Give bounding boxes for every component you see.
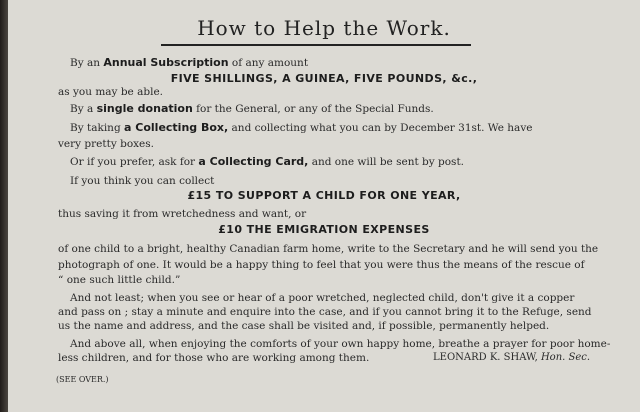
emigration-heading: £10 THE EMIGRATION EXPENSES (218, 223, 430, 236)
signature: LEONARD K. SHAW, Hon. Sec. (433, 352, 591, 363)
text-line-6: very pretty boxes. (58, 138, 155, 150)
text-line-5: By taking a Collecting Box, and collecting what you can by December 31st. We have (70, 121, 533, 134)
see-over-note: (SEE OVER.) (56, 375, 109, 384)
text-line-1: By an Annual Subscription of any amount (70, 56, 309, 69)
text-line-4: By a single donation for the General, or any of the Special Funds. (70, 102, 434, 115)
text-line-14: “ one such little child.” (58, 274, 181, 286)
text-line-18: And above all, when enjoying the comforts of your own happy home, breathe a prayer for poor home- (70, 338, 611, 350)
text-line-19: less children, and for those who are working among them. (58, 352, 370, 364)
document-page (8, 0, 640, 412)
book-binding (0, 0, 8, 412)
text-line-15: And not least; when you see or hear of a poor wretched, neglected child, don't give it a copper (70, 292, 575, 304)
text-line-8: If you think you can collect (70, 175, 215, 187)
page-title: How to Help the Work. (197, 16, 451, 40)
text-line-16: and pass on ; stay a minute and enquire into the case, and if you cannot bring it to the Refuge, send (58, 306, 592, 318)
title-underline (161, 44, 471, 46)
text-line-13: photograph of one. It would be a happy thing to feel that you were thus the means of the rescue of (58, 259, 585, 271)
text-line-12: of one child to a bright, healthy Canadian farm home, write to the Secretary and he will send you the (58, 243, 599, 255)
subscription-amounts: FIVE SHILLINGS, A GUINEA, FIVE POUNDS, &c., (170, 72, 478, 85)
text-line-3: as you may be able. (58, 86, 163, 98)
text-line-17: us the name and address, and the case shall be visited and, if possible, permanently helped. (58, 320, 550, 332)
text-line-10: thus saving it from wretchedness and want, or (58, 208, 307, 220)
text-line-7: Or if you prefer, ask for a Collecting Card, and one will be sent by post. (70, 155, 465, 168)
support-child-heading: £15 TO SUPPORT A CHILD FOR ONE YEAR, (187, 189, 461, 202)
